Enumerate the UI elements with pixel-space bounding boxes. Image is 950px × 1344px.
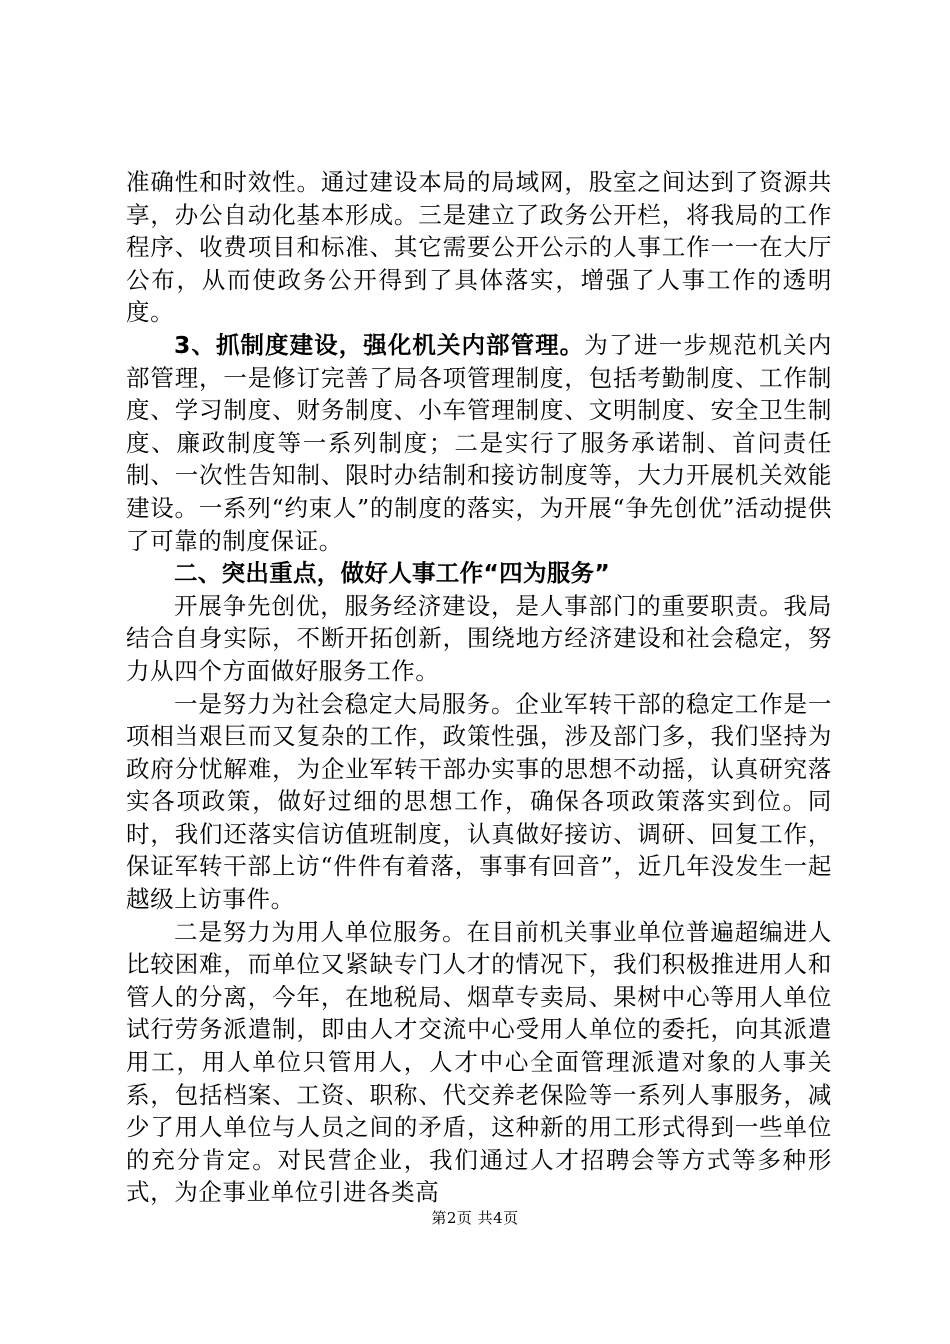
paragraph-intro: 开展争先创优，服务经济建设，是人事部门的重要职责。我局结合自身实际，不断开拓创新，围绕地方经济建设和社会稳定，努力从四个方面做好服务工作。 bbox=[126, 591, 832, 685]
paragraph-system-building bbox=[126, 329, 832, 557]
paragraph-social-stability: 一是努力为社会稳定大局服务。企业军转干部的稳定工作是一项相当艰巨而又复杂的工作，政策性强，涉及部门多，我们坚持为政府分忧解难，为企业军转干部办实事的思想不动摇，认真研究落实各项政策，做好过细的思想工作，确保各项政策落实到位。同时，我们还落实信访值班制度，认真做好接访、调研、回复工作，保证军转干部上访“件件有着落，事事有回音”，近几年没发生一起越级上访事件。 bbox=[126, 689, 832, 914]
paragraph-lead-heading: 3、抓制度建设，强化机关内部管理。 bbox=[174, 330, 585, 359]
paragraph-body-text: 为了进一步规范机关内部管理，一是修订完善了局各项管理制度，包括考勤制度、工作制度、学习制度、财务制度、小车管理制度、文明制度、安全卫生制度、廉政制度等一系列制度；二是实行了服务承诺制、首问责任制、一次性告知制、限时办结制和接访制度等，大力开展机关效能建设。一系列“约束人”的制度的落实，为开展“争先创优”活动提供了可靠的制度保证。 bbox=[126, 330, 833, 555]
paragraph-employer-service: 二是努力为用人单位服务。在目前机关事业单位普遍超编进人比较困难，而单位又紧缺专门人才的情况下，我们积极推进用人和管人的分离，今年，在地税局、烟草专卖局、果树中心等用人单位试行劳务派遣制，即由人才交流中心受用人单位的委托，向其派遣用工，用人单位只管用人，人才中心全面管理派遣对象的人事关系，包括档案、工资、职称、代交养老保险等一系列人事服务，减少了用人单位与人员之间的矛盾，这种新的用工形式得到一些单位的充分肯定。对民营企业，我们通过人才招聘会等方式等多种形式，为企事业单位引进各类高 bbox=[126, 917, 832, 1207]
document-body bbox=[126, 166, 832, 1209]
paragraph-continuation: 准确性和时效性。通过建设本局的局域网，股室之间达到了资源共享，办公自动化基本形成。三是建立了政务公开栏，将我局的工作程序、收费项目和标准、其它需要公开公示的人事工作一一在大厅公布，从而使政务公开得到了具体落实，增强了人事工作的透明度。 bbox=[126, 168, 832, 327]
page-number-footer: 第2页 共4页 bbox=[431, 1209, 519, 1227]
section-heading: 二、突出重点，做好人事工作“四为服务” bbox=[174, 559, 611, 588]
